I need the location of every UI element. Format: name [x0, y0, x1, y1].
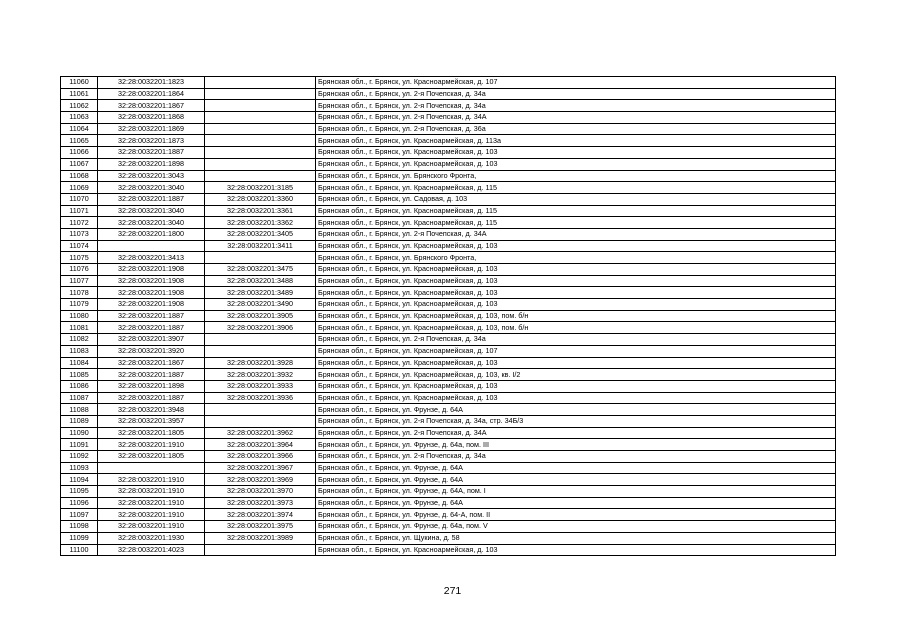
table-row — [61, 427, 836, 439]
parent-cadastral-number-cell: 32:28:0032201:3928 — [205, 357, 316, 369]
cadastral-number-cell: 32:28:0032201:1898 — [98, 158, 205, 170]
registry-table — [60, 76, 836, 556]
address-cell: Брянская обл., г. Брянск, ул. Красноармейская, д. 115 — [316, 217, 836, 229]
parent-cadastral-number-cell — [205, 77, 316, 89]
parent-cadastral-number-cell — [205, 544, 316, 556]
parent-cadastral-number-cell: 32:28:0032201:3970 — [205, 486, 316, 498]
parent-cadastral-number-cell — [205, 334, 316, 346]
parent-cadastral-number-cell: 32:28:0032201:3360 — [205, 193, 316, 205]
row-number-cell: 11082 — [61, 334, 98, 346]
parent-cadastral-number-cell — [205, 158, 316, 170]
table-row — [61, 380, 836, 392]
row-number-cell: 11098 — [61, 521, 98, 533]
table-row — [61, 299, 836, 311]
cadastral-number-cell: 32:28:0032201:1910 — [98, 509, 205, 521]
table-row — [61, 439, 836, 451]
row-number-cell: 11090 — [61, 427, 98, 439]
parent-cadastral-number-cell — [205, 415, 316, 427]
cadastral-number-cell: 32:28:0032201:1864 — [98, 88, 205, 100]
table-row — [61, 544, 836, 556]
table-row — [61, 158, 836, 170]
cadastral-number-cell: 32:28:0032201:1869 — [98, 123, 205, 135]
registry-table-body — [61, 77, 836, 556]
row-number-cell: 11080 — [61, 310, 98, 322]
table-row — [61, 88, 836, 100]
parent-cadastral-number-cell — [205, 88, 316, 100]
cadastral-number-cell: 32:28:0032201:3948 — [98, 404, 205, 416]
row-number-cell: 11092 — [61, 451, 98, 463]
row-number-cell: 11091 — [61, 439, 98, 451]
cadastral-number-cell: 32:28:0032201:1910 — [98, 486, 205, 498]
parent-cadastral-number-cell: 32:28:0032201:3967 — [205, 462, 316, 474]
row-number-cell: 11061 — [61, 88, 98, 100]
address-cell: Брянская обл., г. Брянск, ул. 2-я Почепская, д. 36а — [316, 123, 836, 135]
address-cell: Брянская обл., г. Брянск, ул. Красноармейская, д. 103 — [316, 158, 836, 170]
row-number-cell: 11093 — [61, 462, 98, 474]
parent-cadastral-number-cell: 32:28:0032201:3488 — [205, 275, 316, 287]
table-row — [61, 532, 836, 544]
address-cell: Брянская обл., г. Брянск, ул. Красноармейская, д. 103 — [316, 287, 836, 299]
table-row — [61, 345, 836, 357]
address-cell: Брянская обл., г. Брянск, ул. Красноармейская, д. 115 — [316, 205, 836, 217]
parent-cadastral-number-cell: 32:28:0032201:3975 — [205, 521, 316, 533]
address-cell: Брянская обл., г. Брянск, ул. 2-я Почепская, д. 34а — [316, 88, 836, 100]
address-cell: Брянская обл., г. Брянск, ул. Красноармейская, д. 107 — [316, 345, 836, 357]
table-row — [61, 451, 836, 463]
table-row — [61, 228, 836, 240]
row-number-cell: 11089 — [61, 415, 98, 427]
table-row — [61, 462, 836, 474]
table-row — [61, 100, 836, 112]
address-cell: Брянская обл., г. Брянск, ул. Красноармейская, д. 103 — [316, 275, 836, 287]
cadastral-number-cell: 32:28:0032201:1800 — [98, 228, 205, 240]
table-row — [61, 310, 836, 322]
cadastral-number-cell: 32:28:0032201:1868 — [98, 112, 205, 124]
row-number-cell: 11062 — [61, 100, 98, 112]
cadastral-number-cell: 32:28:0032201:1910 — [98, 497, 205, 509]
table-row — [61, 486, 836, 498]
table-row — [61, 217, 836, 229]
table-row — [61, 509, 836, 521]
row-number-cell: 11069 — [61, 182, 98, 194]
table-row — [61, 392, 836, 404]
parent-cadastral-number-cell: 32:28:0032201:3405 — [205, 228, 316, 240]
cadastral-number-cell: 32:28:0032201:1910 — [98, 474, 205, 486]
parent-cadastral-number-cell: 32:28:0032201:3973 — [205, 497, 316, 509]
row-number-cell: 11081 — [61, 322, 98, 334]
row-number-cell: 11065 — [61, 135, 98, 147]
cadastral-number-cell: 32:28:0032201:4023 — [98, 544, 205, 556]
table-row — [61, 147, 836, 159]
address-cell: Брянская обл., г. Брянск, ул. Красноармейская, д. 103 — [316, 299, 836, 311]
table-row — [61, 521, 836, 533]
table-row — [61, 205, 836, 217]
row-number-cell: 11063 — [61, 112, 98, 124]
table-row — [61, 415, 836, 427]
address-cell: Брянская обл., г. Брянск, ул. Фрунзе, д. 64а, пом. III — [316, 439, 836, 451]
row-number-cell: 11075 — [61, 252, 98, 264]
address-cell: Брянская обл., г. Брянск, ул. 2-я Почепская, д. 34А — [316, 427, 836, 439]
parent-cadastral-number-cell: 32:28:0032201:3361 — [205, 205, 316, 217]
cadastral-number-cell: 32:28:0032201:1823 — [98, 77, 205, 89]
table-row — [61, 240, 836, 252]
parent-cadastral-number-cell: 32:28:0032201:3933 — [205, 380, 316, 392]
address-cell: Брянская обл., г. Брянск, ул. 2-я Почепская, д. 34А — [316, 112, 836, 124]
address-cell: Брянская обл., г. Брянск, ул. Фрунзе, д. 64А, пом. I — [316, 486, 836, 498]
parent-cadastral-number-cell: 32:28:0032201:3962 — [205, 427, 316, 439]
table-row — [61, 287, 836, 299]
cadastral-number-cell: 32:28:0032201:1910 — [98, 439, 205, 451]
parent-cadastral-number-cell — [205, 100, 316, 112]
cadastral-number-cell: 32:28:0032201:3413 — [98, 252, 205, 264]
table-row — [61, 182, 836, 194]
parent-cadastral-number-cell: 32:28:0032201:3411 — [205, 240, 316, 252]
cadastral-number-cell: 32:28:0032201:1887 — [98, 310, 205, 322]
parent-cadastral-number-cell — [205, 123, 316, 135]
row-number-cell: 11094 — [61, 474, 98, 486]
row-number-cell: 11084 — [61, 357, 98, 369]
cadastral-number-cell: 32:28:0032201:3043 — [98, 170, 205, 182]
table-row — [61, 474, 836, 486]
address-cell: Брянская обл., г. Брянск, ул. Красноармейская, д. 103, кв. I/2 — [316, 369, 836, 381]
parent-cadastral-number-cell: 32:28:0032201:3475 — [205, 264, 316, 276]
parent-cadastral-number-cell: 32:28:0032201:3974 — [205, 509, 316, 521]
table-row — [61, 193, 836, 205]
address-cell: Брянская обл., г. Брянск, ул. 2-я Почепская, д. 34а — [316, 451, 836, 463]
parent-cadastral-number-cell — [205, 252, 316, 264]
parent-cadastral-number-cell: 32:28:0032201:3969 — [205, 474, 316, 486]
address-cell: Брянская обл., г. Брянск, ул. Брянского Фронта, — [316, 170, 836, 182]
cadastral-number-cell: 32:28:0032201:3957 — [98, 415, 205, 427]
cadastral-number-cell: 32:28:0032201:1908 — [98, 264, 205, 276]
parent-cadastral-number-cell: 32:28:0032201:3966 — [205, 451, 316, 463]
row-number-cell: 11067 — [61, 158, 98, 170]
row-number-cell: 11070 — [61, 193, 98, 205]
row-number-cell: 11076 — [61, 264, 98, 276]
address-cell: Брянская обл., г. Брянск, ул. Фрунзе, д. 64А — [316, 474, 836, 486]
parent-cadastral-number-cell — [205, 170, 316, 182]
cadastral-number-cell: 32:28:0032201:1873 — [98, 135, 205, 147]
cadastral-number-cell: 32:28:0032201:1887 — [98, 392, 205, 404]
table-row — [61, 322, 836, 334]
table-row — [61, 497, 836, 509]
row-number-cell: 11100 — [61, 544, 98, 556]
row-number-cell: 11078 — [61, 287, 98, 299]
address-cell: Брянская обл., г. Брянск, ул. Красноармейская, д. 107 — [316, 77, 836, 89]
address-cell: Брянская обл., г. Брянск, ул. Красноармейская, д. 103 — [316, 240, 836, 252]
address-cell: Брянская обл., г. Брянск, ул. Красноармейская, д. 103, пом. б/н — [316, 310, 836, 322]
address-cell: Брянская обл., г. Брянск, ул. Красноармейская, д. 103 — [316, 392, 836, 404]
cadastral-number-cell: 32:28:0032201:1887 — [98, 322, 205, 334]
table-row — [61, 135, 836, 147]
table-row — [61, 252, 836, 264]
parent-cadastral-number-cell: 32:28:0032201:3964 — [205, 439, 316, 451]
parent-cadastral-number-cell — [205, 404, 316, 416]
parent-cadastral-number-cell: 32:28:0032201:3989 — [205, 532, 316, 544]
cadastral-number-cell: 32:28:0032201:1908 — [98, 275, 205, 287]
cadastral-number-cell: 32:28:0032201:1867 — [98, 357, 205, 369]
cadastral-number-cell — [98, 240, 205, 252]
row-number-cell: 11095 — [61, 486, 98, 498]
address-cell: Брянская обл., г. Брянск, ул. Фрунзе, д. 64А — [316, 462, 836, 474]
parent-cadastral-number-cell: 32:28:0032201:3362 — [205, 217, 316, 229]
address-cell: Брянская обл., г. Брянск, ул. Красноармейская, д. 103 — [316, 147, 836, 159]
address-cell: Брянская обл., г. Брянск, ул. Красноармейская, д. 103 — [316, 357, 836, 369]
address-cell: Брянская обл., г. Брянск, ул. Садовая, д. 103 — [316, 193, 836, 205]
row-number-cell: 11088 — [61, 404, 98, 416]
row-number-cell: 11068 — [61, 170, 98, 182]
address-cell: Брянская обл., г. Брянск, ул. Красноармейская, д. 103 — [316, 264, 836, 276]
cadastral-number-cell — [98, 462, 205, 474]
cadastral-number-cell: 32:28:0032201:3907 — [98, 334, 205, 346]
table-row — [61, 357, 836, 369]
parent-cadastral-number-cell — [205, 147, 316, 159]
page-number: 271 — [443, 585, 462, 597]
cadastral-number-cell: 32:28:0032201:1930 — [98, 532, 205, 544]
parent-cadastral-number-cell: 32:28:0032201:3906 — [205, 322, 316, 334]
cadastral-number-cell: 32:28:0032201:1805 — [98, 427, 205, 439]
cadastral-number-cell: 32:28:0032201:3040 — [98, 217, 205, 229]
table-row — [61, 275, 836, 287]
table-row — [61, 112, 836, 124]
row-number-cell: 11085 — [61, 369, 98, 381]
cadastral-number-cell: 32:28:0032201:1867 — [98, 100, 205, 112]
row-number-cell: 11071 — [61, 205, 98, 217]
cadastral-number-cell: 32:28:0032201:1887 — [98, 193, 205, 205]
parent-cadastral-number-cell — [205, 112, 316, 124]
table-row — [61, 369, 836, 381]
row-number-cell: 11087 — [61, 392, 98, 404]
parent-cadastral-number-cell: 32:28:0032201:3932 — [205, 369, 316, 381]
address-cell: Брянская обл., г. Брянск, ул. Фрунзе, д. 64А — [316, 497, 836, 509]
cadastral-number-cell: 32:28:0032201:3040 — [98, 182, 205, 194]
row-number-cell: 11072 — [61, 217, 98, 229]
address-cell: Брянская обл., г. Брянск, ул. Красноармейская, д. 103 — [316, 544, 836, 556]
address-cell: Брянская обл., г. Брянск, ул. 2-я Почепская, д. 34а — [316, 100, 836, 112]
parent-cadastral-number-cell — [205, 135, 316, 147]
parent-cadastral-number-cell — [205, 345, 316, 357]
table-row — [61, 264, 836, 276]
cadastral-number-cell: 32:28:0032201:1887 — [98, 147, 205, 159]
cadastral-number-cell: 32:28:0032201:3040 — [98, 205, 205, 217]
row-number-cell: 11066 — [61, 147, 98, 159]
parent-cadastral-number-cell: 32:28:0032201:3489 — [205, 287, 316, 299]
row-number-cell: 11074 — [61, 240, 98, 252]
row-number-cell: 11083 — [61, 345, 98, 357]
cadastral-number-cell: 32:28:0032201:1898 — [98, 380, 205, 392]
row-number-cell: 11064 — [61, 123, 98, 135]
row-number-cell: 11099 — [61, 532, 98, 544]
row-number-cell: 11086 — [61, 380, 98, 392]
address-cell: Брянская обл., г. Брянск, ул. Красноармейская, д. 115 — [316, 182, 836, 194]
table-row — [61, 77, 836, 89]
address-cell: Брянская обл., г. Брянск, ул. Брянского Фронта, — [316, 252, 836, 264]
address-cell: Брянская обл., г. Брянск, ул. 2-я Почепская, д. 34а — [316, 334, 836, 346]
row-number-cell: 11079 — [61, 299, 98, 311]
cadastral-number-cell: 32:28:0032201:3920 — [98, 345, 205, 357]
parent-cadastral-number-cell: 32:28:0032201:3905 — [205, 310, 316, 322]
cadastral-number-cell: 32:28:0032201:1887 — [98, 369, 205, 381]
cadastral-number-cell: 32:28:0032201:1910 — [98, 521, 205, 533]
address-cell: Брянская обл., г. Брянск, ул. Фрунзе, д. 64А — [316, 404, 836, 416]
cadastral-number-cell: 32:28:0032201:1908 — [98, 287, 205, 299]
row-number-cell: 11073 — [61, 228, 98, 240]
parent-cadastral-number-cell: 32:28:0032201:3936 — [205, 392, 316, 404]
address-cell: Брянская обл., г. Брянск, ул. Красноармейская, д. 113а — [316, 135, 836, 147]
address-cell: Брянская обл., г. Брянск, ул. Фрунзе, д. 64а, пом. V — [316, 521, 836, 533]
row-number-cell: 11097 — [61, 509, 98, 521]
table-row — [61, 404, 836, 416]
parent-cadastral-number-cell: 32:28:0032201:3490 — [205, 299, 316, 311]
address-cell: Брянская обл., г. Брянск, ул. 2-я Почепская, д. 34а, стр. 34Б/3 — [316, 415, 836, 427]
table-row — [61, 123, 836, 135]
table-row — [61, 170, 836, 182]
cadastral-number-cell: 32:28:0032201:1908 — [98, 299, 205, 311]
address-cell: Брянская обл., г. Брянск, ул. Щукина, д. 58 — [316, 532, 836, 544]
parent-cadastral-number-cell: 32:28:0032201:3185 — [205, 182, 316, 194]
address-cell: Брянская обл., г. Брянск, ул. Красноармейская, д. 103, пом. б/н — [316, 322, 836, 334]
table-row — [61, 334, 836, 346]
address-cell: Брянская обл., г. Брянск, ул. Фрунзе, д. 64-А, пом. II — [316, 509, 836, 521]
address-cell: Брянская обл., г. Брянск, ул. Красноармейская, д. 103 — [316, 380, 836, 392]
cadastral-number-cell: 32:28:0032201:1805 — [98, 451, 205, 463]
row-number-cell: 11077 — [61, 275, 98, 287]
address-cell: Брянская обл., г. Брянск, ул. 2-я Почепская, д. 34А — [316, 228, 836, 240]
row-number-cell: 11060 — [61, 77, 98, 89]
row-number-cell: 11096 — [61, 497, 98, 509]
